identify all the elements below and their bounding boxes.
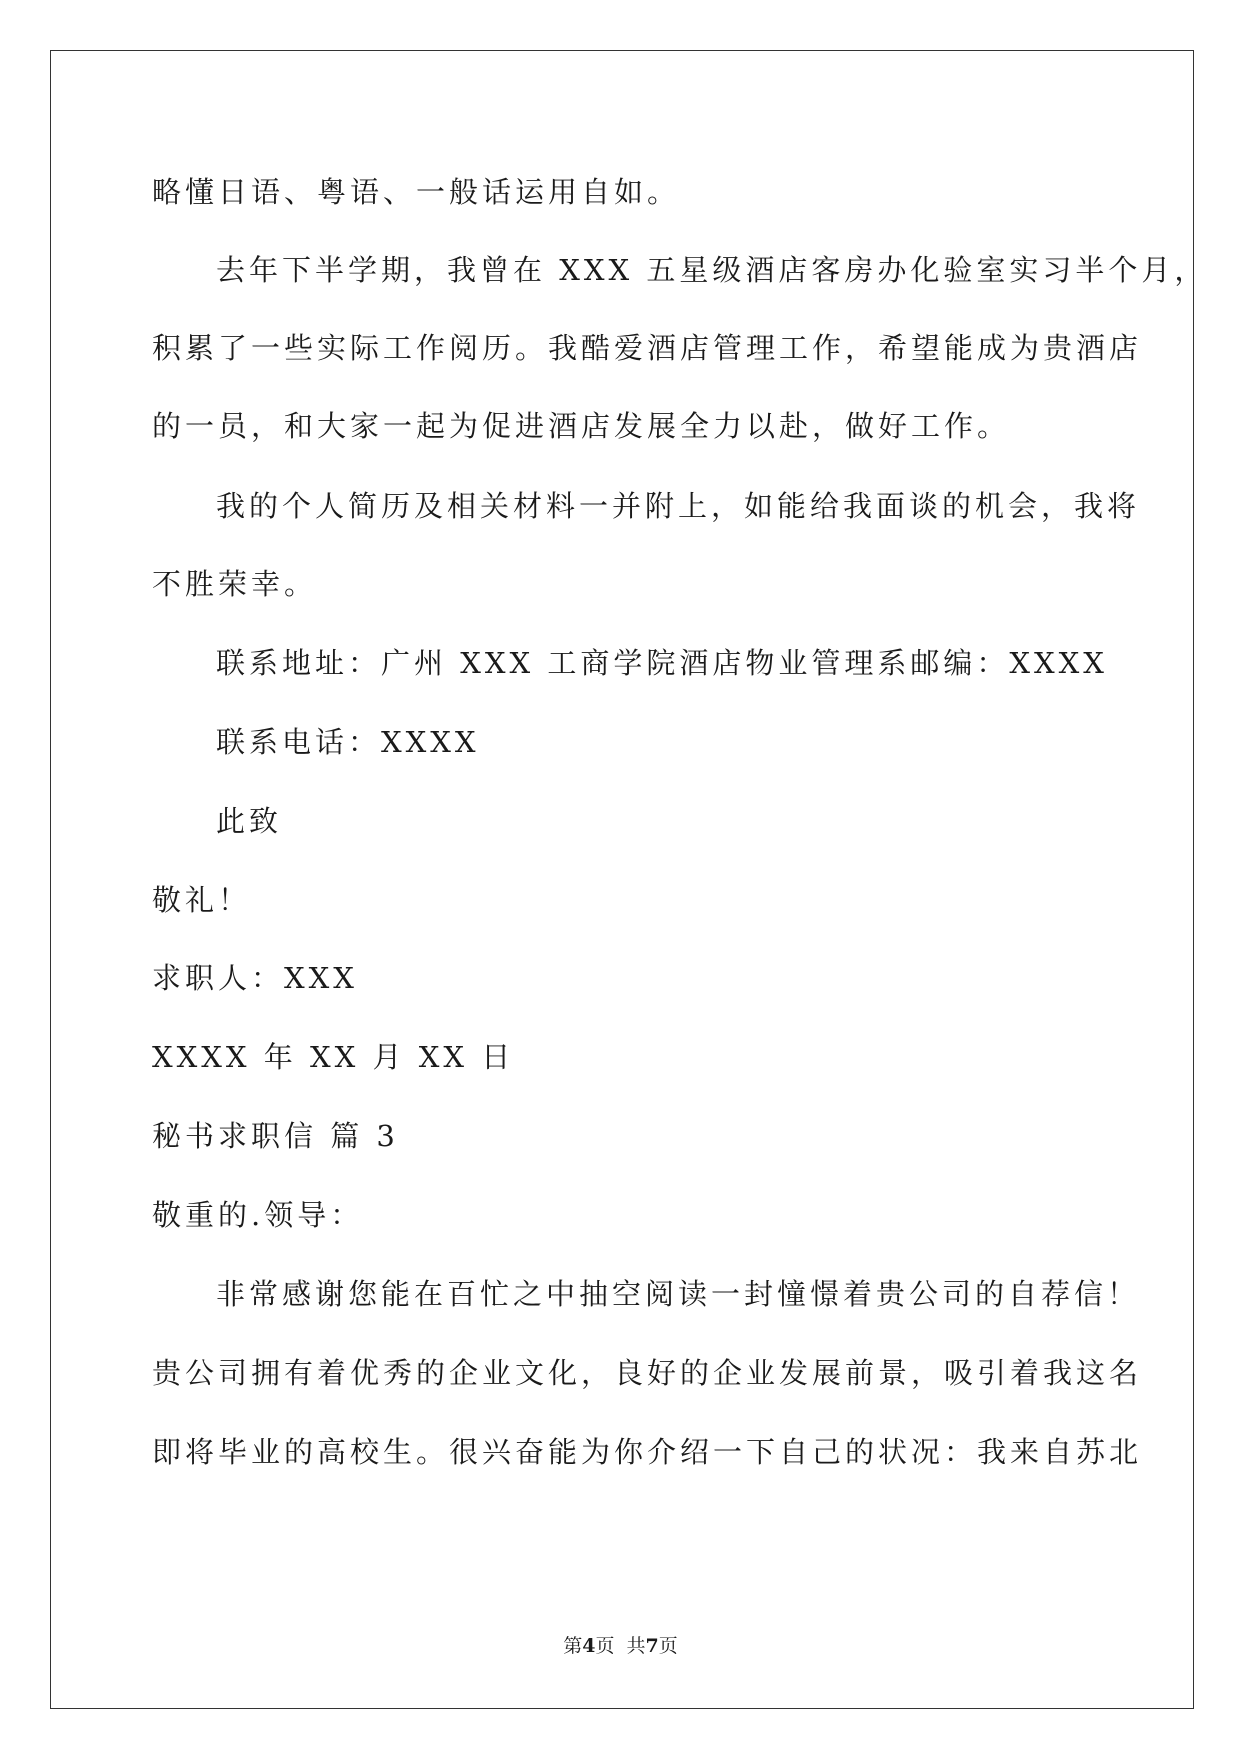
footer-prefix: 第: [563, 1635, 583, 1657]
text-line-15: 非常感谢您能在百忙之中抽空阅读一封憧憬着贵公司的自荐信！: [216, 1277, 1141, 1311]
footer-middle: 页 共: [595, 1635, 646, 1657]
footer-total-pages: 7: [645, 1635, 659, 1657]
text-line-4: 的一员，和大家一起为促进酒店发展全力以赴，做好工作。: [152, 409, 1011, 443]
section-heading: 秘书求职信 篇 3: [152, 1119, 399, 1153]
closing-regards: 敬礼！: [152, 883, 252, 917]
text-line-17: 即将毕业的高校生。很兴奋能为你介绍一下自己的状况：我来自苏北: [152, 1435, 1143, 1469]
greeting: 敬重的.领导：: [152, 1198, 364, 1232]
applicant-name: 求职人：XXX: [152, 961, 358, 995]
text-line-3: 积累了一些实际工作阅历。我酷爱酒店管理工作，希望能成为贵酒店: [152, 331, 1143, 365]
text-line-2: 去年下半学期，我曾在 XXX 五星级酒店客房办化验室实习半个月，: [216, 253, 1208, 287]
footer-current-page: 4: [582, 1635, 596, 1657]
footer-suffix: 页: [658, 1635, 678, 1657]
closing-salutation: 此致: [216, 804, 283, 838]
contact-address: 联系地址：广州 XXX 工商学院酒店物业管理系邮编：XXXX: [216, 646, 1108, 680]
text-line-16: 贵公司拥有着优秀的企业文化，良好的企业发展前景，吸引着我这名: [152, 1356, 1143, 1390]
letter-date: XXXX 年 XX 月 XX 日: [152, 1040, 515, 1074]
text-line-6: 不胜荣幸。: [152, 567, 318, 601]
text-line-1: 略懂日语、粤语、一般话运用自如。: [152, 175, 681, 209]
text-line-5: 我的个人简历及相关材料一并附上，如能给我面谈的机会，我将: [216, 489, 1141, 523]
page-footer: [0, 1634, 1241, 1658]
contact-phone: 联系电话：XXXX: [216, 725, 480, 759]
